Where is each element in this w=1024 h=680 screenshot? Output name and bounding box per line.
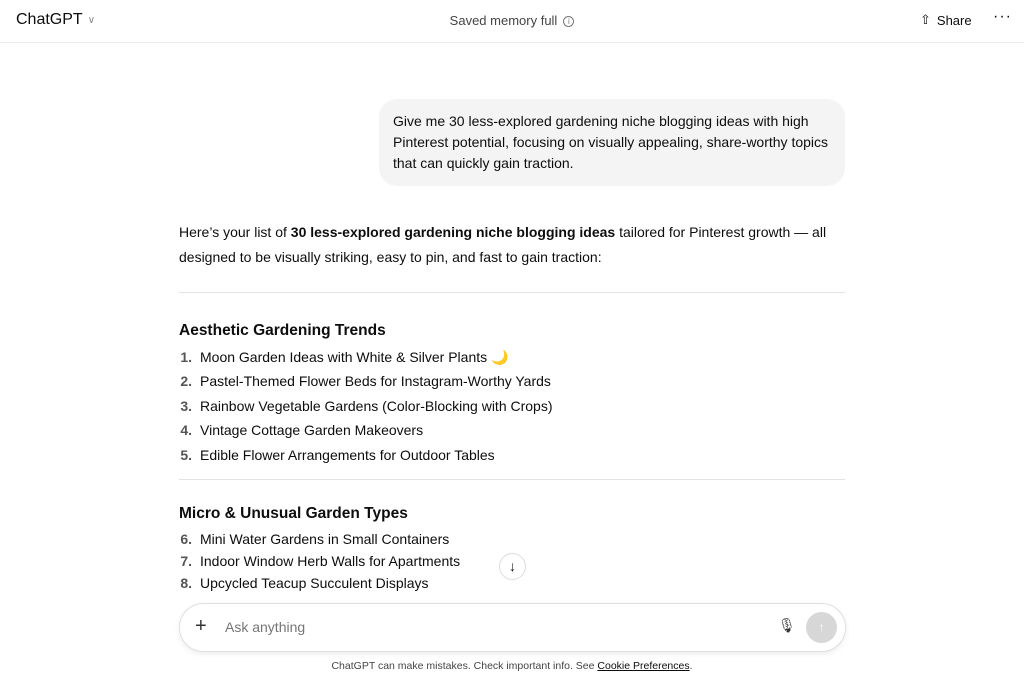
list-item — [179, 418, 553, 442]
list-item — [179, 550, 460, 572]
share-button[interactable] — [920, 12, 972, 28]
list-item — [179, 345, 553, 369]
item-text: Edible Flower Arrangements for Outdoor Tables — [200, 446, 495, 463]
disclaimer-end: . — [689, 660, 693, 672]
arrow-down-icon: ↓ — [509, 558, 516, 574]
list-item — [179, 528, 460, 550]
more-options-icon[interactable]: ··· — [993, 8, 1012, 25]
intro-text-end: tailored for Pinterest growth — all designed to be visually striking, easy to pin, and fast to gain traction: — [179, 224, 827, 265]
section-heading: Micro & Unusual Garden Types — [179, 505, 408, 522]
conversation — [179, 43, 845, 603]
item-number: 8. — [180, 575, 192, 591]
item-text: Indoor Window Herb Walls for Apartments — [200, 553, 461, 569]
item-text: Rainbow Vegetable Gardens (Color-Blocking with Crops) — [200, 397, 553, 414]
item-text: Moon Garden Ideas with White & Silver Plants 🌙 — [200, 349, 509, 365]
chevron-down-icon: ∨ — [87, 14, 96, 26]
item-number: 7. — [180, 553, 192, 569]
list-item — [179, 394, 553, 418]
user-message: Give me 30 less-explored gardening niche blogging ideas with high Pinterest potential, focusing on visually appealing, share-worthy topics that can quickly gain traction. — [379, 99, 845, 186]
item-number: 4. — [180, 422, 192, 439]
intro-text: Here’s your list of — [179, 224, 291, 240]
cookie-preferences-link[interactable]: Cookie Preferences — [597, 660, 690, 672]
info-icon[interactable]: i — [563, 16, 574, 27]
item-number: 2. — [180, 373, 192, 390]
top-bar — [0, 0, 1024, 43]
list-item — [179, 443, 553, 467]
item-text: Upcycled Teacup Succulent Displays — [200, 575, 429, 591]
item-number: 6. — [180, 531, 192, 547]
item-text: Vintage Cottage Garden Makeovers — [200, 422, 424, 439]
item-text: Mini Water Gardens in Small Containers — [200, 531, 450, 547]
model-name: ChatGPT — [16, 11, 83, 28]
prompt-input[interactable] — [225, 619, 725, 635]
list-item — [179, 369, 553, 393]
memory-status — [0, 13, 1024, 28]
share-icon: ⇧ — [920, 12, 931, 27]
intro-bold: 30 less-explored gardening niche blogging ideas — [290, 224, 616, 240]
send-button[interactable]: ↑ — [806, 612, 837, 643]
share-label: Share — [936, 12, 972, 28]
item-text: Pastel-Themed Flower Beds for Instagram-Worthy Yards — [200, 373, 551, 390]
memory-status-text: Saved memory full — [449, 13, 558, 28]
item-number: 1. — [180, 349, 192, 365]
microphone-icon[interactable]: 🎙 — [778, 617, 796, 633]
item-number: 5. — [180, 446, 192, 463]
divider — [179, 479, 845, 480]
divider — [179, 292, 845, 293]
section-heading: Aesthetic Gardening Trends — [179, 322, 386, 339]
idea-list — [179, 528, 460, 594]
composer — [179, 603, 846, 652]
list-item — [179, 572, 460, 594]
plus-icon[interactable]: + — [195, 615, 207, 637]
item-number: 3. — [180, 397, 192, 414]
idea-list — [179, 345, 553, 467]
scroll-down-button[interactable] — [499, 553, 526, 580]
disclaimer-text: ChatGPT can make mistakes. Check important info. See — [331, 660, 598, 672]
assistant-intro — [179, 220, 845, 269]
disclaimer — [0, 660, 1024, 672]
